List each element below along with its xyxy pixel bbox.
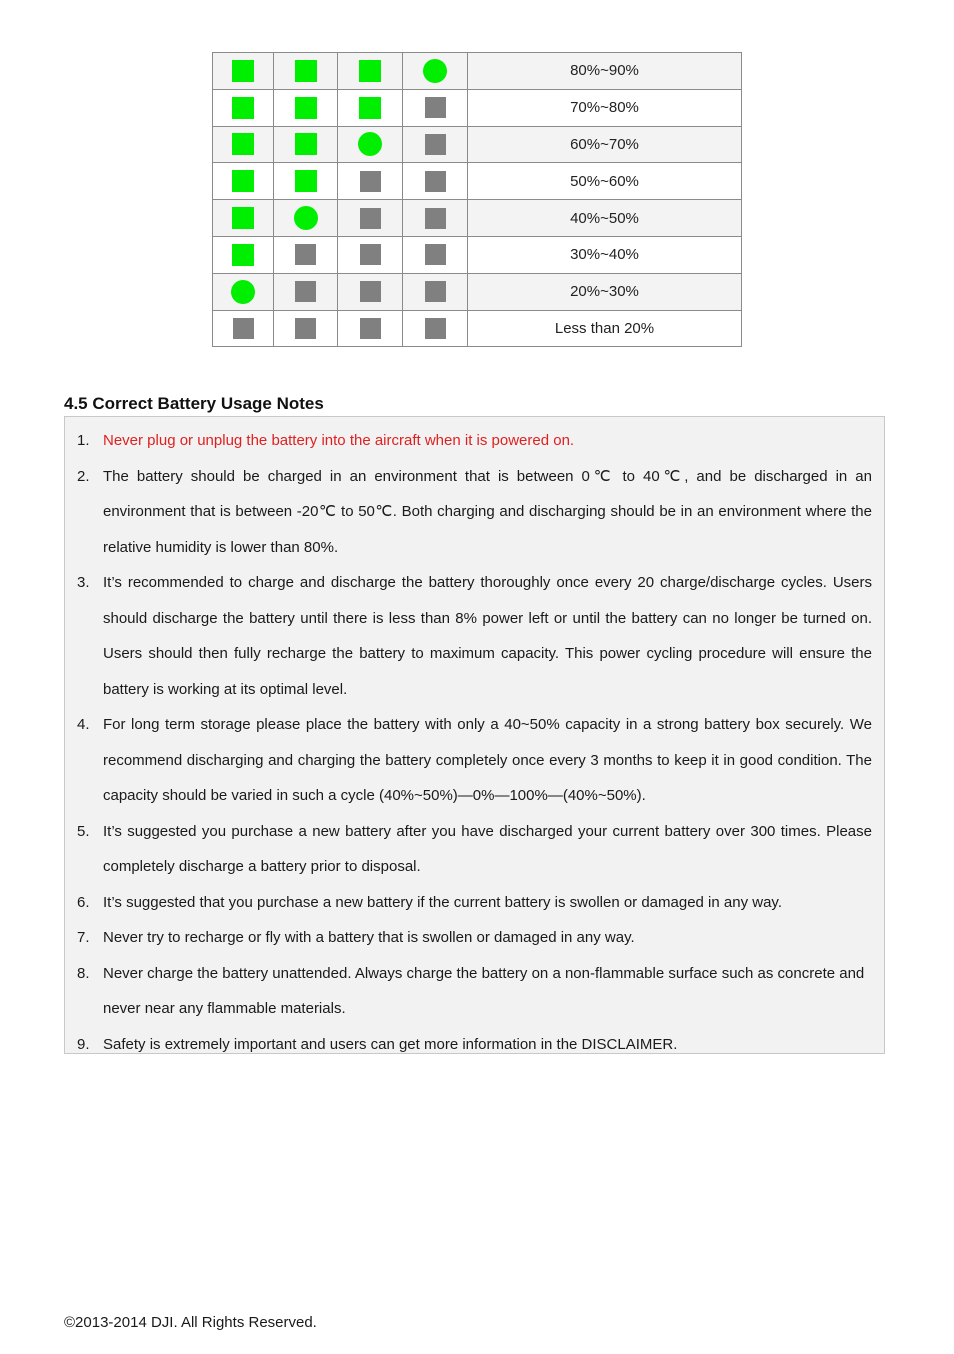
led-cell [274, 53, 338, 90]
led-cell [213, 126, 274, 163]
note-number: 8. [77, 964, 90, 982]
battery-level-row [213, 273, 742, 310]
led-off-icon [295, 244, 316, 265]
led-cell [274, 89, 338, 126]
note-number: 4. [77, 716, 90, 733]
led-cell [274, 163, 338, 200]
led-solid-icon [359, 60, 381, 82]
led-cell [403, 200, 468, 237]
led-off-icon [425, 318, 446, 339]
note-number: 5. [77, 822, 90, 840]
led-off-icon [425, 171, 446, 192]
led-cell [213, 200, 274, 237]
led-off-icon [295, 281, 316, 302]
battery-level-row [213, 163, 742, 200]
battery-level-row [213, 126, 742, 163]
led-solid-icon [232, 170, 254, 192]
led-off-icon [360, 318, 381, 339]
note-item [65, 707, 872, 814]
notes-list [65, 417, 884, 1062]
note-number: 1. [77, 432, 90, 449]
note-text: Safety is extremely important and users can get more information in the DISCLAIMER. [103, 1035, 678, 1053]
led-blinking-icon [423, 59, 447, 83]
led-cell [213, 53, 274, 90]
battery-level-range: Less than 20% [468, 310, 742, 347]
note-text: Never try to recharge or fly with a battery that is swollen or damaged in any way. [103, 929, 635, 946]
note-item [65, 423, 872, 459]
led-solid-icon [359, 97, 381, 119]
led-cell [274, 200, 338, 237]
led-blinking-icon [231, 280, 255, 304]
led-cell [213, 163, 274, 200]
led-cell [274, 310, 338, 347]
led-solid-icon [295, 60, 317, 82]
note-item [65, 1027, 872, 1063]
led-cell [403, 273, 468, 310]
led-off-icon [233, 318, 254, 339]
led-cell [338, 53, 403, 90]
led-cell [213, 310, 274, 347]
note-text: Never charge the battery unattended. Always charge the battery on a non-flammable surface such as concrete and never near any flammable materials. [103, 964, 865, 1017]
note-text: For long term storage please place the battery with only a 40~50% capacity in a strong battery box securely. We recommend discharging and charging the battery completely once every 3 months to keep it in good condition. The capacity should be varied in such a cycle (40%~50%)—0%—100%—(40%~50%). [103, 716, 872, 804]
note-item [65, 920, 872, 956]
note-item [65, 459, 872, 566]
led-cell [403, 89, 468, 126]
led-off-icon [360, 208, 381, 229]
led-cell [403, 53, 468, 90]
note-text: It’s suggested you purchase a new battery after you have discharged your current battery over 300 times. Please completely discharge a battery prior to disposal. [103, 822, 872, 875]
led-cell [213, 236, 274, 273]
note-text: The battery should be charged in an environment that is between 0℃ to 40℃, and be discharged in an environment that is between -20℃ to 50℃. Both charging and discharging should be in an environment where the relative humidity is lower than 80%. [103, 467, 872, 556]
led-off-icon [360, 171, 381, 192]
note-item [65, 885, 872, 921]
led-off-icon [425, 97, 446, 118]
battery-level-row [213, 53, 742, 90]
battery-level-row [213, 200, 742, 237]
battery-level-range: 40%~50% [468, 200, 742, 237]
led-cell [338, 273, 403, 310]
led-cell [338, 200, 403, 237]
led-off-icon [295, 318, 316, 339]
led-cell [213, 89, 274, 126]
led-off-icon [360, 281, 381, 302]
note-item [65, 814, 872, 885]
footer-copyright: ©2013-2014 DJI. All Rights Reserved. [64, 1314, 317, 1331]
led-solid-icon [295, 97, 317, 119]
led-blinking-icon [294, 206, 318, 230]
led-solid-icon [232, 133, 254, 155]
led-solid-icon [232, 244, 254, 266]
led-cell [338, 163, 403, 200]
led-solid-icon [232, 60, 254, 82]
note-number: 7. [77, 929, 90, 946]
battery-level-table-body [213, 53, 742, 347]
led-cell [338, 126, 403, 163]
led-off-icon [360, 244, 381, 265]
led-solid-icon [295, 170, 317, 192]
note-number: 9. [77, 1035, 90, 1053]
led-cell [403, 163, 468, 200]
battery-level-row [213, 89, 742, 126]
battery-level-range: 60%~70% [468, 126, 742, 163]
note-item [65, 565, 872, 707]
battery-level-table [212, 52, 742, 347]
note-text: It’s suggested that you purchase a new battery if the current battery is swollen or damaged in any way. [103, 893, 782, 911]
led-off-icon [425, 244, 446, 265]
battery-level-row [213, 310, 742, 347]
battery-level-row [213, 236, 742, 273]
battery-level-range: 30%~40% [468, 236, 742, 273]
led-solid-icon [232, 97, 254, 119]
notes-box [64, 416, 885, 1054]
note-number: 2. [77, 467, 90, 485]
note-item [65, 956, 872, 1027]
led-solid-icon [232, 207, 254, 229]
led-off-icon [425, 281, 446, 302]
led-cell [403, 126, 468, 163]
note-text: It’s recommended to charge and discharge the battery thoroughly once every 20 charge/discharge cycles. Users should discharge the battery until there is less than 8% power left or until the battery can no longer be turned on. Users should then fully recharge the battery to maximum capacity. This power cycling procedure will ensure the battery is working at its optimal level. [103, 574, 872, 698]
led-cell [338, 310, 403, 347]
led-solid-icon [295, 133, 317, 155]
battery-level-range: 80%~90% [468, 53, 742, 90]
led-off-icon [425, 134, 446, 155]
led-cell [338, 236, 403, 273]
battery-level-range: 20%~30% [468, 273, 742, 310]
note-number: 3. [77, 574, 90, 591]
led-off-icon [425, 208, 446, 229]
battery-level-range: 70%~80% [468, 89, 742, 126]
led-cell [338, 89, 403, 126]
led-cell [403, 310, 468, 347]
led-cell [274, 126, 338, 163]
led-blinking-icon [358, 132, 382, 156]
led-cell [403, 236, 468, 273]
note-number: 6. [77, 893, 90, 911]
led-cell [274, 273, 338, 310]
led-cell [274, 236, 338, 273]
led-cell [213, 273, 274, 310]
note-text: Never plug or unplug the battery into the aircraft when it is powered on. [103, 432, 575, 449]
battery-level-range: 50%~60% [468, 163, 742, 200]
section-title: 4.5 Correct Battery Usage Notes [64, 394, 324, 413]
